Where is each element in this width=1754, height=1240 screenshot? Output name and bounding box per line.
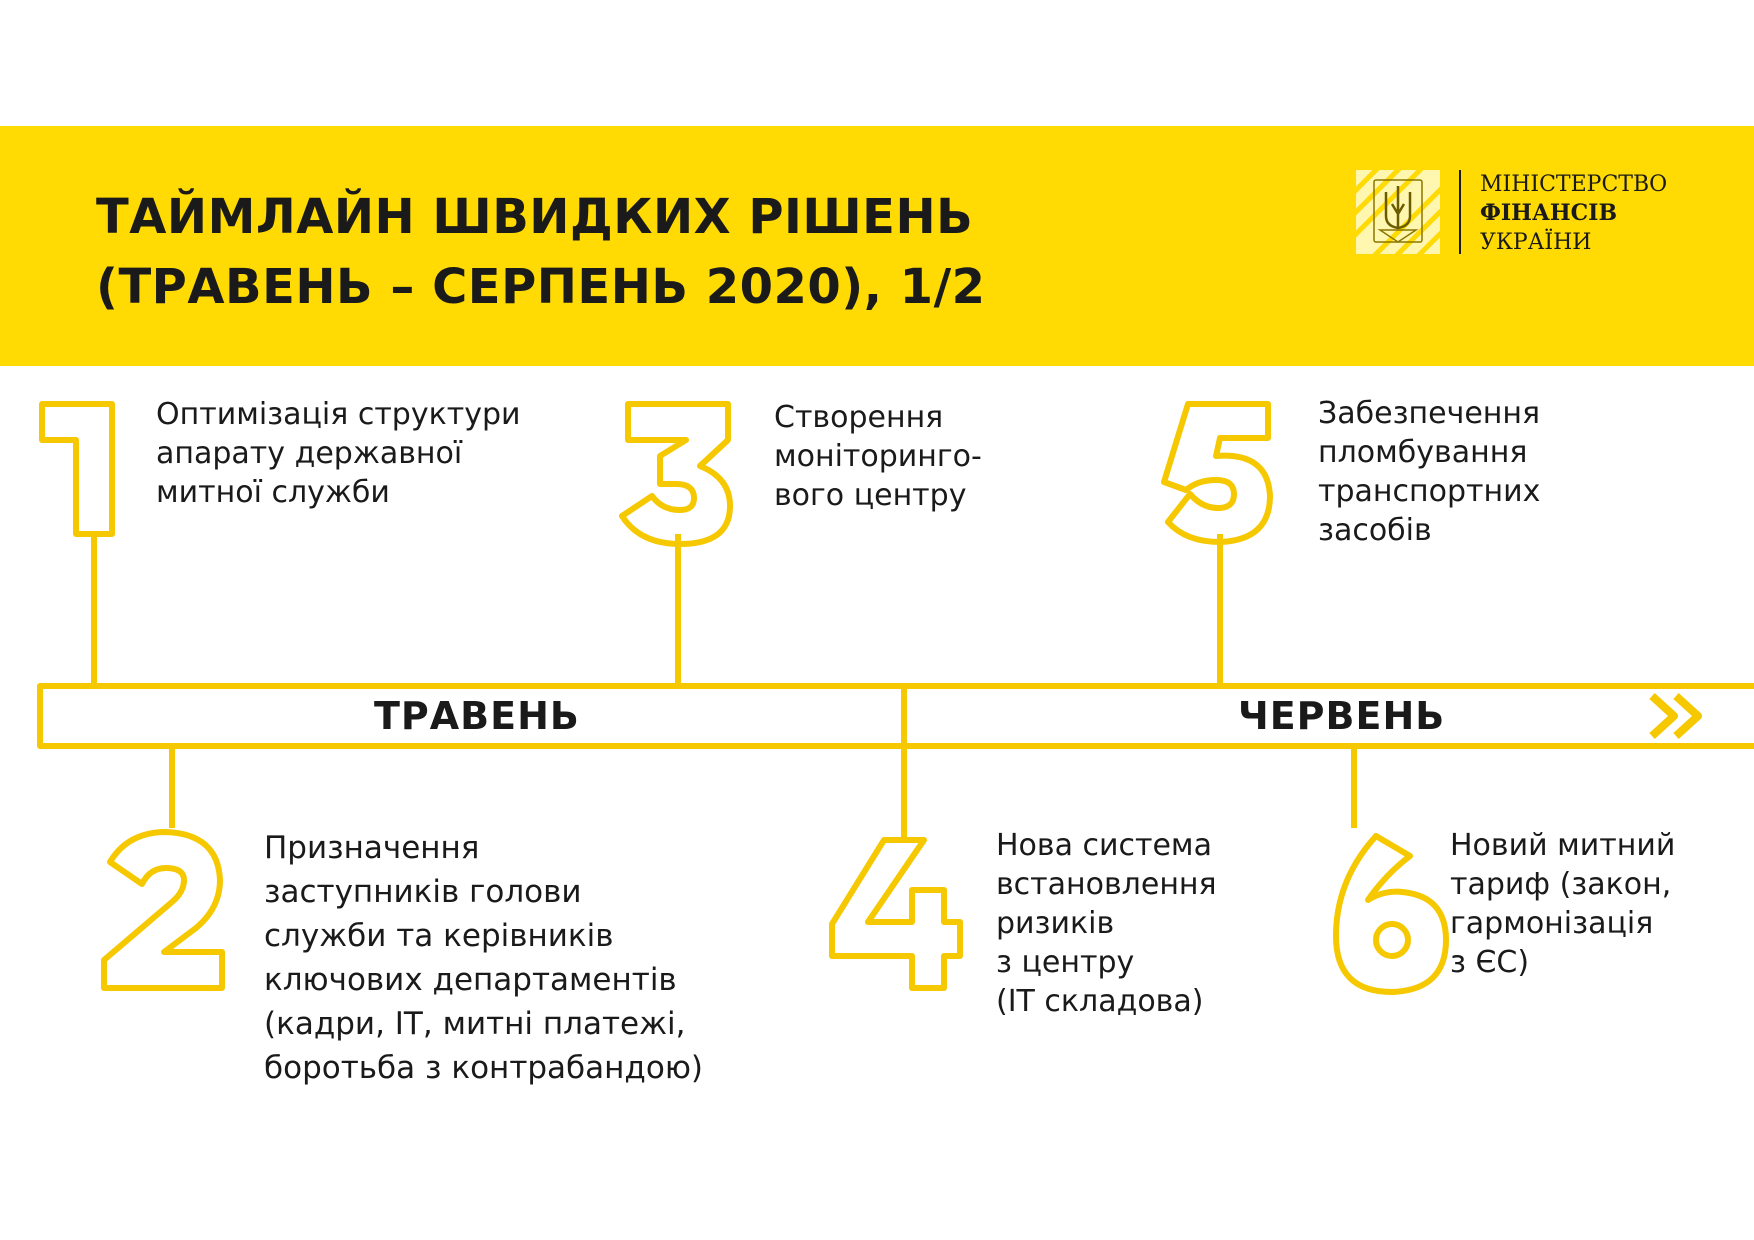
numeral-4 — [832, 840, 960, 988]
logo-line-1: МІНІСТЕРСТВО — [1480, 172, 1668, 197]
numeral-2 — [104, 832, 222, 988]
logo-line-3: УКРАЇНИ — [1480, 230, 1592, 255]
milestone-2-text: Призначення заступників голови служби та керівників ключових департаментів (кадри, ІТ, митні платежі, боротьба з контрабандою) — [264, 830, 704, 1086]
numeral-5 — [1164, 404, 1270, 542]
milestone-1-text: Оптимізація структури апарату державної митної служби — [156, 397, 521, 510]
month-label-june: ЧЕРВЕНЬ — [1238, 694, 1446, 738]
numeral-6-hole — [1376, 924, 1408, 956]
numeral-3 — [622, 404, 730, 544]
logo-line-2: ФІНАНСІВ — [1480, 200, 1618, 226]
month-label-may: ТРАВЕНЬ — [374, 694, 580, 738]
numeral-1 — [42, 404, 112, 534]
milestone-4-text: Нова система встановлення ризиків з центру (IT складова) — [996, 828, 1217, 1019]
title-line-1: ТАЙМЛАЙН ШВИДКИХ РІШЕНЬ — [96, 189, 974, 245]
milestone-5-text: Забезпечення пломбування транспортних засобів — [1318, 396, 1541, 548]
chevron-right-icon — [1652, 696, 1698, 736]
milestone-3-text: Створення моніторинго- вого центру — [774, 400, 982, 513]
numeral-6 — [1336, 836, 1446, 992]
title-line-2: (ТРАВЕНЬ – СЕРПЕНЬ 2020), 1/2 — [96, 259, 986, 315]
milestone-6-text: Новий митний тариф (закон, гармонізація з ЄС) — [1450, 828, 1676, 980]
